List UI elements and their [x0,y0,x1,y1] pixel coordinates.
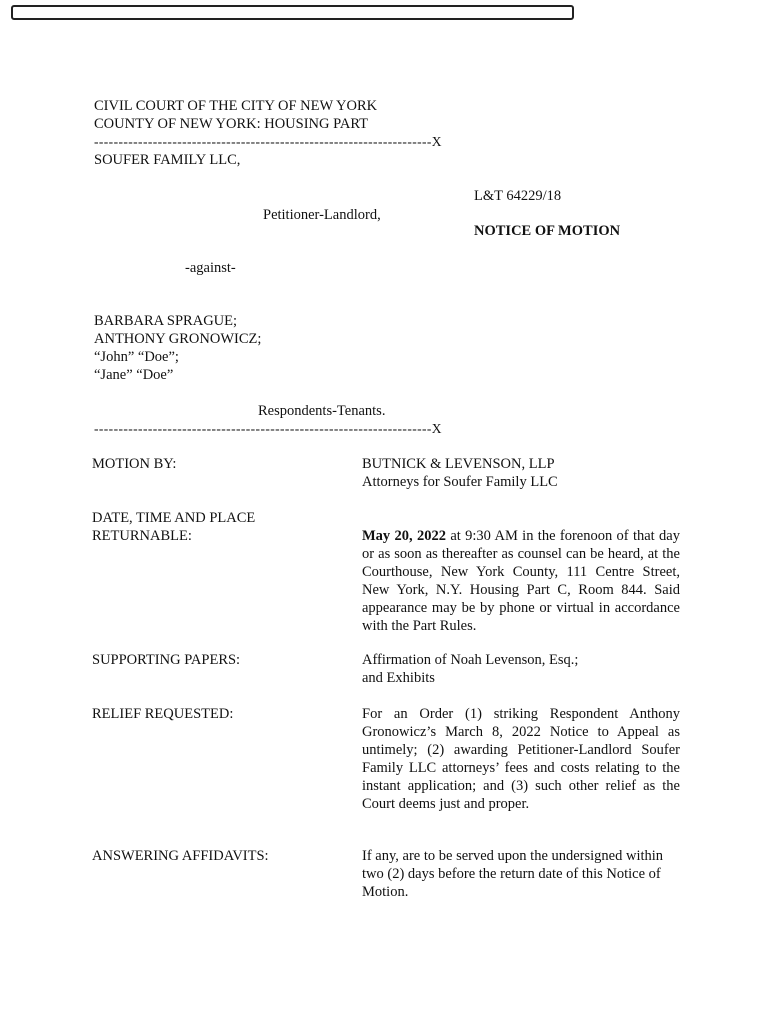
caption-divider-bottom: ---------------------------------------------------------------------X [94,421,442,436]
motion-by-value [362,455,680,491]
returnable-label: DATE, TIME AND PLACE RETURNABLE: [92,510,256,544]
answering-affidavits-value: If any, are to be served upon the undersigned within two (2) days before the return date of this Notice of Motion. [362,848,664,900]
document-title: NOTICE OF MOTION [474,223,621,239]
petitioner-role: Petitioner-Landlord, [263,207,381,223]
returnable-value [362,527,680,635]
respondent-name: BARBARA SPRAGUE; [94,313,238,329]
answering-affidavits-label: ANSWERING AFFIDAVITS: [92,848,269,864]
supporting-paper-item: and Exhibits [362,670,435,686]
against-label: -against- [185,260,236,276]
index-number: L&T 64229/18 [474,188,562,204]
top-border-box [11,5,574,20]
attorneys-for: Attorneys for Soufer Family LLC [362,474,558,490]
respondent-list [94,312,261,384]
respondent-role: Respondents-Tenants. [258,403,386,419]
motion-by-label: MOTION BY: [92,456,177,472]
supporting-papers-value [362,651,680,687]
supporting-papers-label: SUPPORTING PAPERS: [92,652,241,668]
respondent-name: ANTHONY GRONOWICZ; [94,331,262,347]
court-name-line2: COUNTY OF NEW YORK: HOUSING PART [94,116,368,132]
supporting-paper-item: Affirmation of Noah Levenson, Esq.; [362,652,579,668]
respondent-name: “John” “Doe”; [94,349,179,365]
return-date: May 20, 2022 [362,528,446,544]
firm-name: BUTNICK & LEVENSON, LLP [362,456,555,472]
return-details: at 9:30 AM in the forenoon of that day or as soon as thereafter as counsel can be heard, at the Courthouse, New York County, 111 Centre Street, New York, N.Y. Housing Part C, Room 844. Said appearance may be by phone or virtual in accordance with the Part Rules. [362,528,680,634]
relief-requested-value: For an Order (1) striking Respondent Anthony Gronowicz’s March 8, 2022 Notice to Appeal as untimely; (2) awarding Petitioner-Landlord Soufer Family LLC attorneys’ fees and costs relating to the instant application; and (3) such other relief as the Court deems just and proper. [362,706,680,812]
respondent-name: “Jane” “Doe” [94,367,174,383]
caption-divider-top: ---------------------------------------------------------------------X [94,134,442,149]
petitioner-name: SOUFER FAMILY LLC, [94,152,241,168]
court-name-line1: CIVIL COURT OF THE CITY OF NEW YORK [94,98,378,114]
relief-requested-label: RELIEF REQUESTED: [92,706,234,722]
